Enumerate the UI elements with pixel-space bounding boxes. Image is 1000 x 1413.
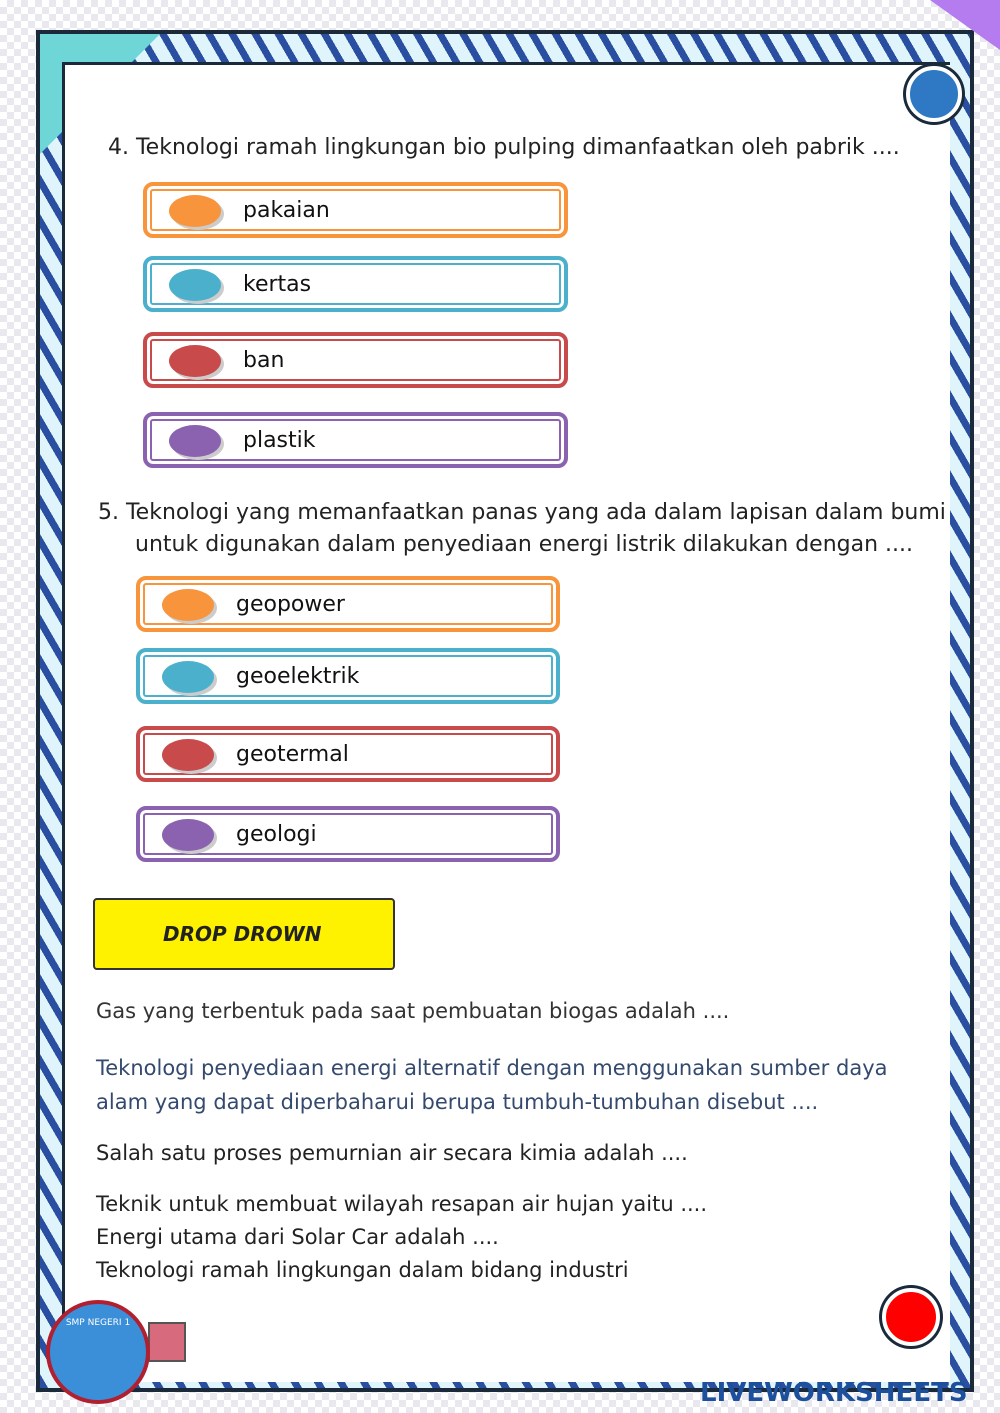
dropdown-question: Teknik untuk membuat wilayah resapan air hujan yaitu .... — [96, 1192, 708, 1216]
option-bullet-icon — [162, 589, 214, 621]
option-label: kertas — [243, 272, 312, 297]
blue-circle-icon — [906, 66, 962, 122]
answer-option-geologi[interactable] — [136, 806, 560, 862]
answer-option-pakaian[interactable] — [143, 182, 568, 238]
option-label: plastik — [243, 428, 316, 453]
dropdown-question: Gas yang terbentuk pada saat pembuatan biogas adalah .... — [96, 999, 730, 1023]
option-bullet-icon — [169, 195, 221, 227]
dropdown-question: Teknologi ramah lingkungan dalam bidang industri — [96, 1258, 629, 1282]
option-bullet-icon — [162, 661, 214, 693]
option-label: geopower — [236, 592, 345, 617]
question-5-line2: untuk digunakan dalam penyediaan energi listrik dilakukan dengan .... — [135, 532, 914, 557]
option-label: geotermal — [236, 742, 349, 767]
question-5-line1: 5. Teknologi yang memanfaatkan panas yang ada dalam lapisan dalam bumi — [98, 500, 946, 525]
option-bullet-icon — [162, 739, 214, 771]
option-label: geoelektrik — [236, 664, 360, 689]
option-bullet-icon — [169, 345, 221, 377]
logo-text: SMP NEGERI 1 — [65, 1318, 131, 1328]
option-bullet-icon — [169, 269, 221, 301]
option-label: geologi — [236, 822, 317, 847]
question-4: 4. Teknologi ramah lingkungan bio pulping dimanfaatkan oleh pabrik .... — [108, 135, 900, 160]
answer-option-geotermal[interactable] — [136, 726, 560, 782]
option-bullet-icon — [169, 425, 221, 457]
answer-option-plastik[interactable] — [143, 412, 568, 468]
red-circle-icon — [882, 1288, 940, 1346]
dropdown-question: Energi utama dari Solar Car adalah .... — [96, 1225, 499, 1249]
option-label: pakaian — [243, 198, 330, 223]
liveworksheets-logo: LIVEWORKSHEETS — [700, 1378, 968, 1408]
decorative-square — [148, 1322, 186, 1362]
option-bullet-icon — [162, 819, 214, 851]
answer-option-ban[interactable] — [143, 332, 568, 388]
answer-option-kertas[interactable] — [143, 256, 568, 312]
answer-option-geoelektrik[interactable] — [136, 648, 560, 704]
option-label: ban — [243, 348, 285, 373]
dropdown-question: Salah satu proses pemurnian air secara kimia adalah .... — [96, 1141, 688, 1165]
answer-option-geopower[interactable] — [136, 576, 560, 632]
school-logo — [46, 1300, 150, 1404]
section-banner — [93, 898, 395, 970]
banner-title: DROP DROWN — [163, 922, 322, 946]
dropdown-question: Teknologi penyediaan energi alternatif dengan menggunakan sumber daya — [96, 1056, 888, 1080]
dropdown-question: alam yang dapat diperbaharui berupa tumbuh-tumbuhan disebut .... — [96, 1090, 819, 1114]
